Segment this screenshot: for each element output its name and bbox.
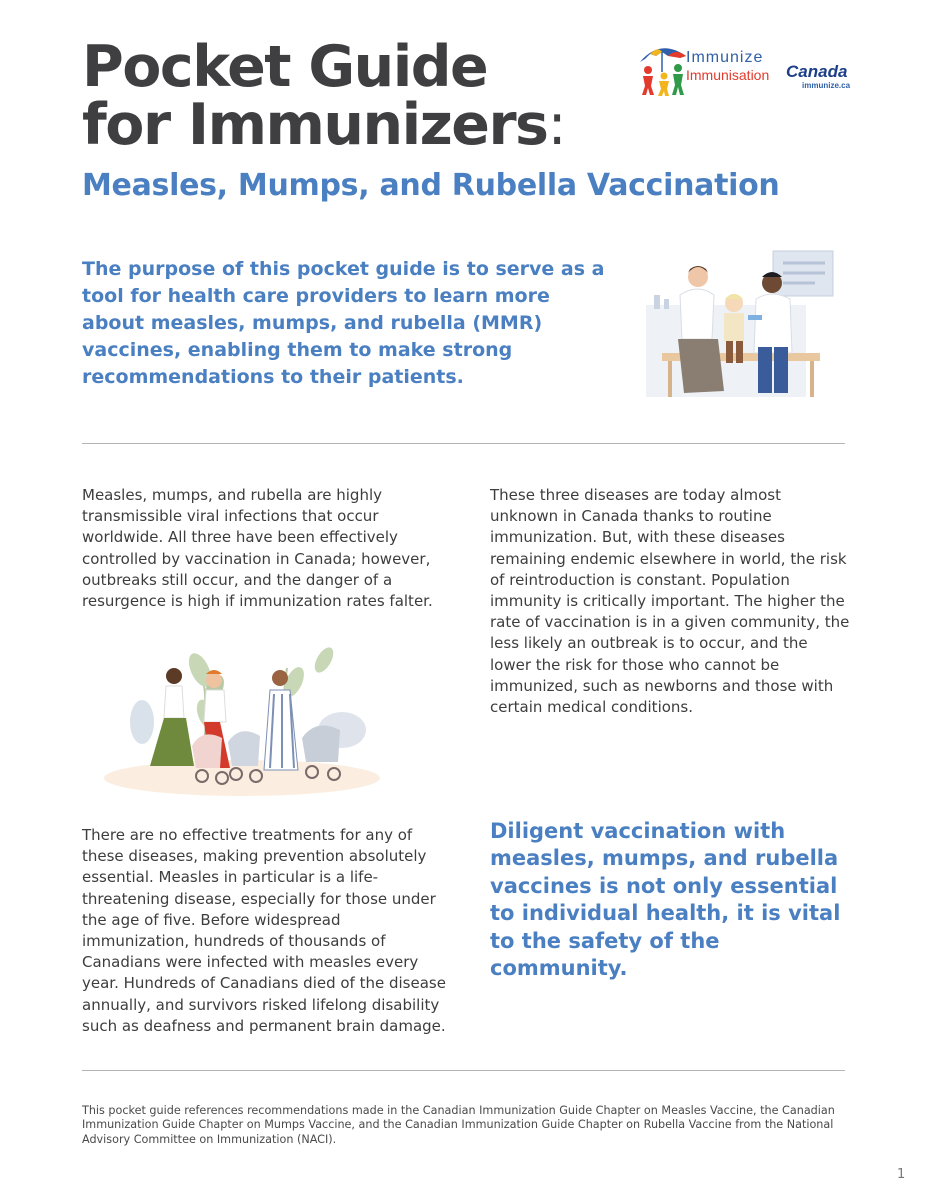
divider-bottom bbox=[82, 1070, 845, 1071]
logo-word-immunize: Immunize bbox=[686, 49, 764, 66]
page-subtitle: Measles, Mumps, and Rubella Vaccination bbox=[82, 168, 780, 203]
title-line-2 bbox=[82, 92, 642, 158]
divider-top bbox=[82, 443, 845, 444]
paragraph-overview: Measles, mumps, and rubella are highly transmissible viral infections that occur worldwide. All three have been effectively controlled by vaccination in Canada; however, outbreaks still occur, and the danger of a resurgence is high if immunization rates falter. bbox=[82, 486, 433, 611]
title-line-2-text: for Immunizers bbox=[82, 92, 548, 158]
title-colon: : bbox=[547, 92, 566, 158]
page-number: 1 bbox=[897, 1167, 906, 1182]
page-title bbox=[82, 34, 642, 158]
logo-wordmark bbox=[686, 50, 769, 82]
immunize-canada-logo bbox=[634, 42, 849, 98]
logo-url: immunize.ca bbox=[802, 81, 851, 90]
paragraph-population-immunity: These three diseases are today almost unknown in Canada thanks to routine immunization. But, with these diseases remaining endemic elsewhere in world, the risk of reintroduction is constant. Population immunity is critically important. The higher the rate of vaccination is in a given community, the less likely an outbreak is to occur, and the lower the risk for those who cannot be immunized, such as newborns and those with certain medical conditions. bbox=[490, 486, 850, 717]
logo-word-canada: Canada bbox=[786, 62, 848, 81]
paragraph-prevention: There are no effective treatments for any of these diseases, making prevention absolutely essential. Measles in particular is a life-threatening disease, especially for those under the age of five. Before widespread immunization, hundreds of thousands of Canadians were infected with measles every year. Hundreds of Canadians died of the disease annually, and survivors risked lifelong disability such as deafness and permanent brain damage. bbox=[82, 826, 446, 1035]
title-line-1: Pocket Guide bbox=[82, 34, 488, 100]
umbrella-family-icon bbox=[634, 42, 692, 98]
logo-word-immunisation: Immunisation bbox=[686, 67, 770, 83]
purpose-statement: The purpose of this pocket guide is to serve as a tool for health care providers to learn more about measles, mumps, and rubella (MMR) vaccines, enabling them to make strong recommendations to their patients. bbox=[82, 258, 605, 388]
callout-quote: Diligent vaccination with measles, mumps, and rubella vaccines is not only essential to individual health, it is vital to the safety of the community. bbox=[490, 819, 841, 981]
references-footnote: This pocket guide references recommendations made in the Canadian Immunization Guide Chapter on Measles Vaccine, the Canadian Immunization Guide Chapter on Mumps Vaccine, and the Canadian Immunization Guide Chapter on Rubella Vaccine from the National Advisory Committee on Immunization (NACI). bbox=[82, 1104, 835, 1146]
families-with-strollers-illustration bbox=[102, 638, 384, 798]
clinic-vaccination-illustration bbox=[640, 243, 845, 403]
